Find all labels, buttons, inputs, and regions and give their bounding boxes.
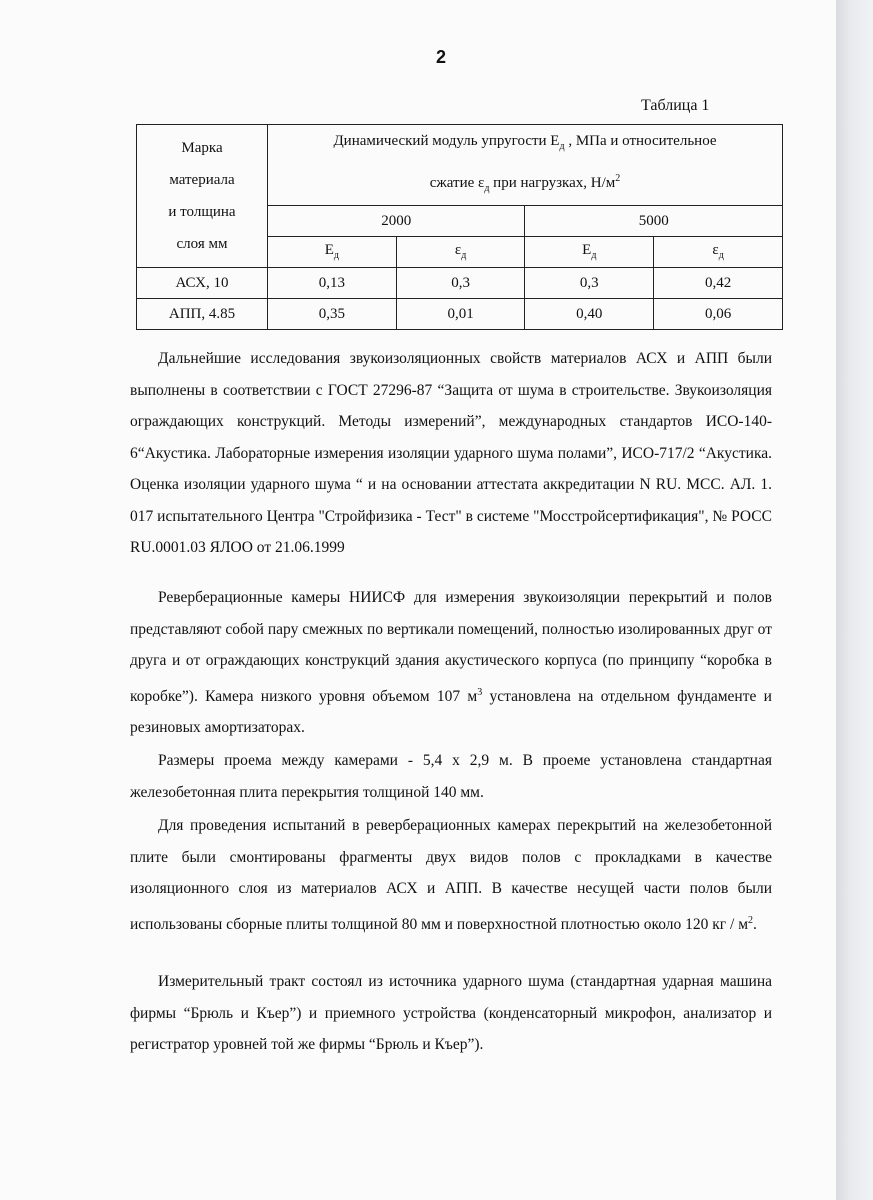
group-header-subscript: д — [559, 141, 565, 152]
paragraph-text: Размеры проема между камерами - 5,4 х 2,9 м. В проеме установлена стандартная железобетонная плита перекрытия толщиной 140 мм. — [130, 752, 772, 801]
material-header-line: Марка — [181, 140, 223, 156]
table-row — [137, 268, 783, 299]
material-cell: АПП, 4.85 — [137, 299, 268, 330]
value-cell: 0,3 — [396, 268, 525, 299]
paragraph-chambers — [130, 582, 772, 744]
paragraph-text: установлена на отдельном фундаменте и резиновых амортизаторах. — [130, 687, 772, 737]
table-row — [137, 299, 783, 330]
group-header-subscript: д — [484, 183, 490, 194]
paragraph-opening — [130, 745, 772, 808]
paragraph-text: Дальнейшие исследования звукоизоляционных свойств материалов АСХ и АПП были выполнены в соответствии с ГОСТ 27296-87 “Защита от шума в строительстве. Звукоизоляция ограждающих конструкций. Методы измерений”, международных стандартов ИСО-140-6“Акустика. Лабораторные измерения изоляции ударного шума полами”, ИСО-717/2 “Акустика. Оценка изоляции ударного шума “ и на основании аттестата аккредитации N RU. МСС. АЛ. 1. 017 испытательного Центра "Стройфизика - Тест" в системе "Мосстройсертификация", № РОСС RU.0001.03 ЯЛОО от 21.06.1999 — [130, 350, 772, 556]
scan-edge — [836, 0, 873, 1200]
paragraph-text: Реверберационные камеры НИИСФ для измерения звукоизоляции перекрытий и полов представляют собой пару смежных по вертикали помещений, полностью изолированных друг от друга и от ограждающих конструкций здания акустического корпуса (по принципу “коробка в коробке”). Камера низкого уровня объемом 107 м — [130, 589, 772, 705]
value-cell: 0,40 — [525, 299, 654, 330]
subheader-subscript: д — [461, 250, 467, 262]
group-header-superscript: 2 — [615, 173, 621, 184]
group-header-cell — [268, 125, 783, 206]
value-cell: 0,42 — [654, 268, 783, 299]
material-cell: АСХ, 10 — [137, 268, 268, 299]
material-header-line: материала — [169, 172, 235, 188]
subheader-symbol: Е — [582, 242, 592, 259]
subheader-symbol: ε — [712, 242, 719, 259]
modulus-table — [136, 124, 783, 330]
subheader-subscript: д — [333, 250, 339, 262]
subheader-subscript: д — [591, 250, 597, 262]
paragraph-superscript: 3 — [477, 686, 483, 698]
subheader-cell — [525, 237, 654, 268]
load-cell: 5000 — [525, 206, 783, 237]
material-header-cell — [137, 125, 268, 268]
subheader-symbol: Е — [324, 242, 334, 259]
subheader-cell — [654, 237, 783, 268]
page-number: 2 — [436, 47, 447, 67]
paragraph-text: Измерительный тракт состоял из источника ударного шума (стандартная ударная машина фирмы “Брюль и Къер”) и приемного устройства (конденсаторный микрофон, анализатор и регистратор уровней той же фирмы “Брюль и Къер”). — [130, 973, 772, 1053]
subheader-subscript: д — [718, 250, 724, 262]
value-cell: 0,35 — [268, 299, 397, 330]
subheader-cell — [268, 237, 397, 268]
group-header-text: , МПа и относительное — [564, 133, 717, 149]
value-cell: 0,3 — [525, 268, 654, 299]
subheader-cell — [396, 237, 525, 268]
value-cell: 0,06 — [654, 299, 783, 330]
material-header-line: и толщина — [168, 204, 236, 220]
material-header-line: слоя мм — [176, 236, 228, 252]
paragraph-measurement-path — [130, 966, 772, 1061]
paragraph-superscript: 2 — [748, 914, 754, 926]
value-cell: 0,13 — [268, 268, 397, 299]
group-header-text: сжатие ε — [429, 175, 485, 191]
group-header-text: Динамический модуль упругости Е — [333, 133, 560, 149]
load-cell: 2000 — [268, 206, 525, 237]
paragraph-test-standards — [130, 343, 772, 564]
group-header-text: при нагрузках, Н/м — [489, 175, 616, 191]
value-cell: 0,01 — [396, 299, 525, 330]
table-caption: Таблица 1 — [641, 97, 710, 114]
table-header-row — [137, 125, 783, 206]
paragraph-text: . — [753, 915, 757, 933]
paragraph-floor-fragments — [130, 810, 772, 940]
paragraph-text: Для проведения испытаний в реверберационных камерах перекрытий на железобетонной плите были смонтированы фрагменты двух видов полов с прокладками в качестве изоляционного слоя из материалов АСХ и АПП. В качестве несущей части полов были использованы сборные плиты толщиной 80 мм и поверхностной плотностью около 120 кг / м — [130, 817, 772, 933]
subheader-symbol: ε — [454, 242, 462, 259]
